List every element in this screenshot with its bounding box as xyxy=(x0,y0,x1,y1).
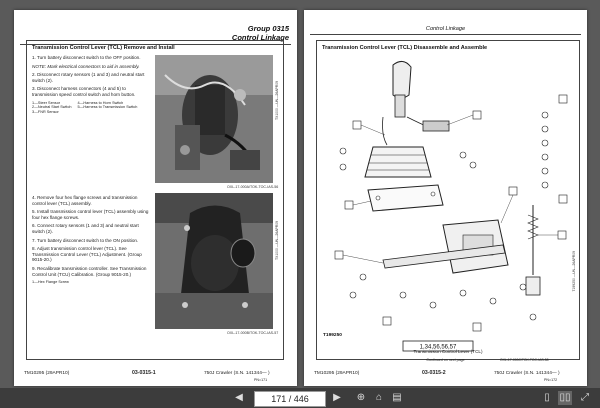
panel-title: Transmission Control Lever (TCL) Disassemble and Assemble xyxy=(322,45,488,51)
two-page-icon[interactable]: ▯▯ xyxy=(559,392,571,403)
zoom-icon[interactable]: ⊕ xyxy=(356,392,366,403)
disassemble-panel xyxy=(316,40,580,360)
parts-box-label: 1,34,56,56,57 xyxy=(419,344,457,351)
remove-install-panel xyxy=(26,40,284,360)
group-number: Group 0315 xyxy=(247,24,289,33)
footer-center: 03-0315-1 xyxy=(132,370,156,376)
step: 5. Install transmission control lever (TCL) assembly using four hex flange screws. xyxy=(32,209,149,220)
photo-harness-illustration xyxy=(155,55,273,183)
diagram-caption: Transmission Control Lever (TCL) xyxy=(413,349,483,354)
step: 2. Disconnect rotary sensors (1 and 3) and neutral start switch (2). xyxy=(32,72,145,83)
photo-b-vertical-id: TX1000 —UN—26APR09 xyxy=(275,221,279,261)
footer-left: TM10295 (29APR10) xyxy=(314,371,360,376)
footer-right: 750J Crawler (S.N. 141344— ) xyxy=(494,371,560,376)
legend-item: 2—Neutral Start Switch xyxy=(32,105,72,110)
legend-item: 5—Harness to Transmission Switch xyxy=(77,105,138,110)
left-page xyxy=(14,10,297,386)
exploded-parts-diagram xyxy=(323,55,579,355)
photo-b-id: OXL-17-000B/TOK-TOC-IAS-57 xyxy=(227,331,279,335)
footer-sub: PN=171 xyxy=(254,378,268,382)
diagram-vertical-id: T199250 —UN—26APR09 xyxy=(572,251,576,292)
legend-a-col2 xyxy=(77,101,137,115)
home-icon[interactable]: ⌂ xyxy=(375,392,383,403)
legend-item: 3—FNR Sensor xyxy=(32,110,59,115)
steps-a xyxy=(32,55,152,115)
step: 4. Remove four hex flange screws and transmission control lever (TCL) assembly. xyxy=(32,195,138,206)
single-page-icon[interactable]: ▯ xyxy=(544,392,550,403)
group-subtitle: Control Linkage xyxy=(231,33,289,42)
legend-item: 4—Harness to Horn Switch xyxy=(77,100,124,105)
footer-left: TM10295 (29APR10) xyxy=(24,371,70,376)
legend-b: 1—Hex Flange Screw xyxy=(32,280,69,285)
step: 1. Turn battery disconnect switch to the OFF position. xyxy=(32,55,141,60)
footer-sub: PN=172 xyxy=(544,378,558,382)
page-header: Control Linkage xyxy=(425,26,466,32)
step: 6. Connect rotary sensors (1 and 3) and neutral start switch (2). xyxy=(32,223,139,234)
step: 7. Turn battery disconnect switch to the ON position. xyxy=(32,237,139,243)
footer-right: 750J Crawler (S.N. 141344— ) xyxy=(204,371,270,376)
fullscreen-icon[interactable]: ⤢ xyxy=(581,392,589,403)
step: 3. Disconnect harness connectors (4 and 5) to transmission speed control switch and horn button. xyxy=(32,86,136,97)
prev-page-icon[interactable]: ◀ xyxy=(235,392,243,403)
diagram-label: T199250 xyxy=(323,333,342,338)
footer-center: 03-0315-2 xyxy=(422,370,446,376)
fig-id: OXL-17-000C/TOK-TOC-IAS-58 xyxy=(500,358,549,362)
next-page-icon[interactable]: ▶ xyxy=(333,392,341,403)
legend-a-col1 xyxy=(32,101,71,115)
photo-a-id: OXL-17-000A/TOK-TOC-IAS-56 xyxy=(227,185,279,189)
header-rule xyxy=(310,34,581,35)
photo-harness-connectors xyxy=(155,55,273,183)
steps-b xyxy=(32,195,152,286)
step: 9. Recalibrate transmission controller. See Transmission Control Unit (TCU) Calibration. (Group 9015-20.) xyxy=(32,265,147,277)
right-page xyxy=(304,10,587,386)
photo-a-vertical-id: TX1000 —UN—26APR09 xyxy=(275,81,279,121)
legend-item: 1—Steer Sensor xyxy=(32,100,61,105)
panel-title: Transmission Control Lever (TCL) Remove and Install xyxy=(32,45,175,51)
photo-tcl-illustration xyxy=(155,193,273,329)
viewer-toolbar xyxy=(0,388,600,408)
page-number-field[interactable]: 171 / 446 xyxy=(254,391,326,407)
step: 8. Adjust transmission control lever (TCL). See Transmission Control Lever (TCL) Adjustment. (Group 9015-20.) xyxy=(32,246,142,263)
continued-note: Continued on next page xyxy=(426,358,465,362)
note: NOTE: Mark electrical connectors to aid in assembly. xyxy=(32,63,140,69)
print-icon[interactable]: ▤ xyxy=(392,392,402,403)
photo-tcl-assembly xyxy=(155,193,273,329)
